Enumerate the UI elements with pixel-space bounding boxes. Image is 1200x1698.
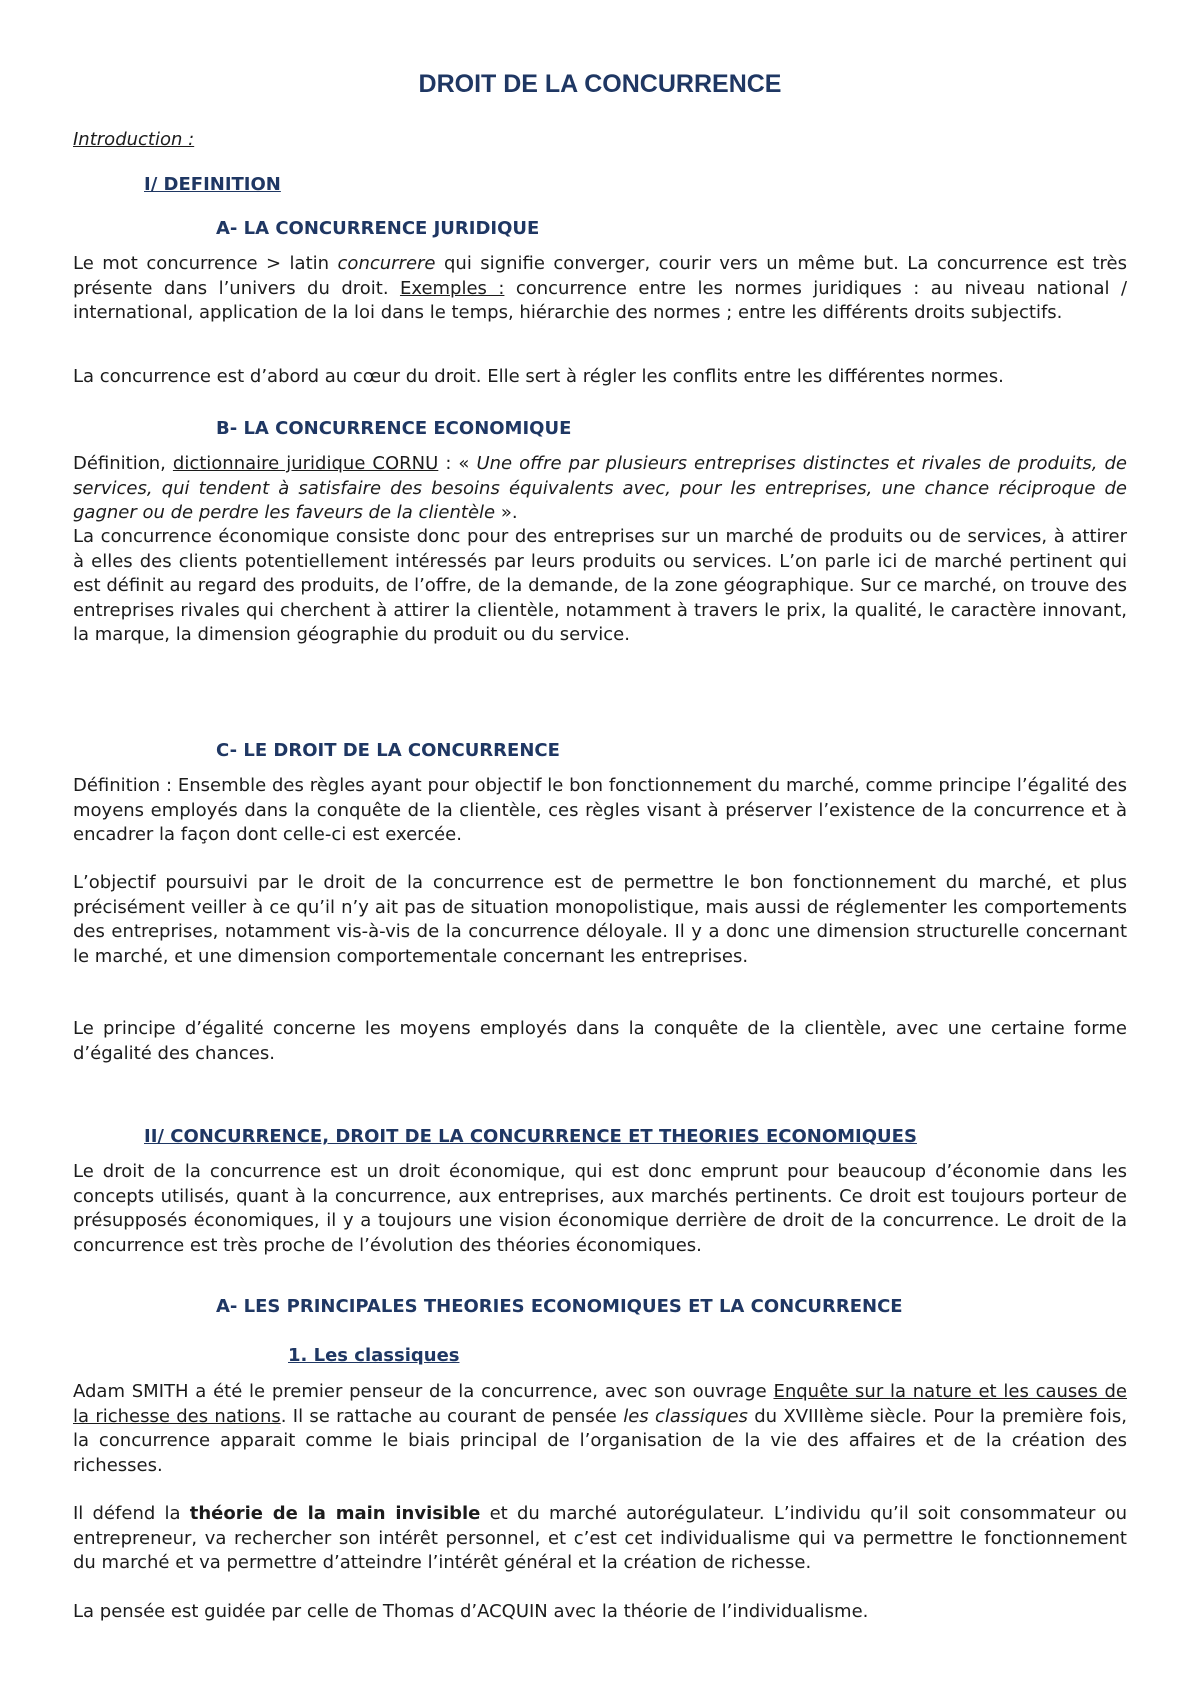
introduction-label: Introduction : bbox=[73, 129, 195, 150]
section-1b-heading: B- LA CONCURRENCE ECONOMIQUE bbox=[216, 418, 572, 439]
section-1a-paragraph-1: Le mot concurrence > latin concurrere qui signifie converger, courir vers un même but. La concurrence est très présente dans l’univers du droit. Exemples : concurrence entre les normes juridiques : au niveau national / international, application de la loi dans le temps, hiérarchie des normes ; entre les différents droits subjectifs. bbox=[73, 253, 1128, 323]
section-1c-paragraph-1: Définition : Ensemble des règles ayant pour objectif le bon fonctionnement du marché, comme principe l’égalité des moyens employés dans la conquête de la clientèle, ces règles visant à préserver l’existence de la concurrence et à encadrer la façon dont celle-ci est exercée. bbox=[73, 775, 1127, 845]
section-2a1-heading: 1. Les classiques bbox=[288, 1345, 460, 1366]
section-1a-paragraph-2: La concurrence est d’abord au cœur du droit. Elle sert à régler les conflits entre les différentes normes. bbox=[73, 366, 1004, 387]
section-1b-paragraph-1: Définition, dictionnaire juridique CORNU : « Une offre par plusieurs entreprises distinctes et rivales de produits, de services, qui tendent à satisfaire des besoins équivalents avec, pour les entreprises, une chance réciproque de gagner ou de perdre les faveurs de la clientèle ». bbox=[73, 453, 1127, 523]
section-1c-paragraph-2: L’objectif poursuivi par le droit de la concurrence est de permettre le bon fonctionnement du marché, et plus précisément veiller à ce qu’il n’y ait pas de situation monopolistique, mais aussi de réglementer les comportements des entreprises, notamment vis-à-vis de la concurrence déloyale. Il y a donc une dimension structurelle concernant le marché, et une dimension comportementale concernant les entreprises. bbox=[73, 872, 1127, 967]
section-1c-paragraph-3: Le principe d’égalité concerne les moyens employés dans la conquête de la clientèle, avec une certaine forme d’égalité des chances. bbox=[73, 1018, 1127, 1064]
section-2a1-paragraph-3: La pensée est guidée par celle de Thomas d’ACQUIN avec la théorie de l’individualisme. bbox=[73, 1601, 869, 1622]
section-1b-paragraph-2: La concurrence économique consiste donc pour des entreprises sur un marché de produits ou de services, à attirer à elles des clients potentiellement intéressés par leurs produits ou services. L’on parle ici de marché pertinent qui est définit au regard des produits, de l’offre, de la demande, de la zone géographique. Sur ce marché, on trouve des entreprises rivales qui cherchent à attirer la clientèle, notamment à travers le prix, la qualité, le caractère innovant, la marque, la dimension géographie du produit ou du service. bbox=[73, 526, 1127, 645]
section-1c-heading: C- LE DROIT DE LA CONCURRENCE bbox=[216, 740, 560, 761]
section-2a-heading: A- LES PRINCIPALES THEORIES ECONOMIQUES ET LA CONCURRENCE bbox=[216, 1296, 903, 1317]
section-2a1-paragraph-2: Il défend la théorie de la main invisible et du marché autorégulateur. L’individu qu’il soit consommateur ou entrepreneur, va rechercher son intérêt personnel, et c’est cet individualisme qui va permettre le fonctionnement du marché et va permettre d’atteindre l’intérêt général et la création de richesse. bbox=[73, 1503, 1127, 1573]
section-2-paragraph-1: Le droit de la concurrence est un droit économique, qui est donc emprunt pour beaucoup d’économie dans les concepts utilisés, quant à la concurrence, aux entreprises, aux marchés pertinents. Ce droit est toujours porteur de présupposés économiques, il y a toujours une vision économique derrière de droit de la concurrence. Le droit de la concurrence est très proche de l’évolution des théories économiques. bbox=[73, 1161, 1127, 1256]
section-1a-heading: A- LA CONCURRENCE JURIDIQUE bbox=[216, 218, 540, 239]
section-2a1-paragraph-1: Adam SMITH a été le premier penseur de la concurrence, avec son ouvrage Enquête sur la nature et les causes de la richesse des nations. Il se rattache au courant de pensée les classiques du XVIIIème siècle. Pour la première fois, la concurrence apparait comme le biais principal de l’organisation de la vie des affaires et de la création des richesses. bbox=[73, 1381, 1127, 1476]
document-title: DROIT DE LA CONCURRENCE bbox=[418, 70, 782, 98]
section-1-heading: I/ DEFINITION bbox=[144, 174, 281, 195]
section-2-heading: II/ CONCURRENCE, DROIT DE LA CONCURRENCE ET THEORIES ECONOMIQUES bbox=[144, 1126, 917, 1147]
